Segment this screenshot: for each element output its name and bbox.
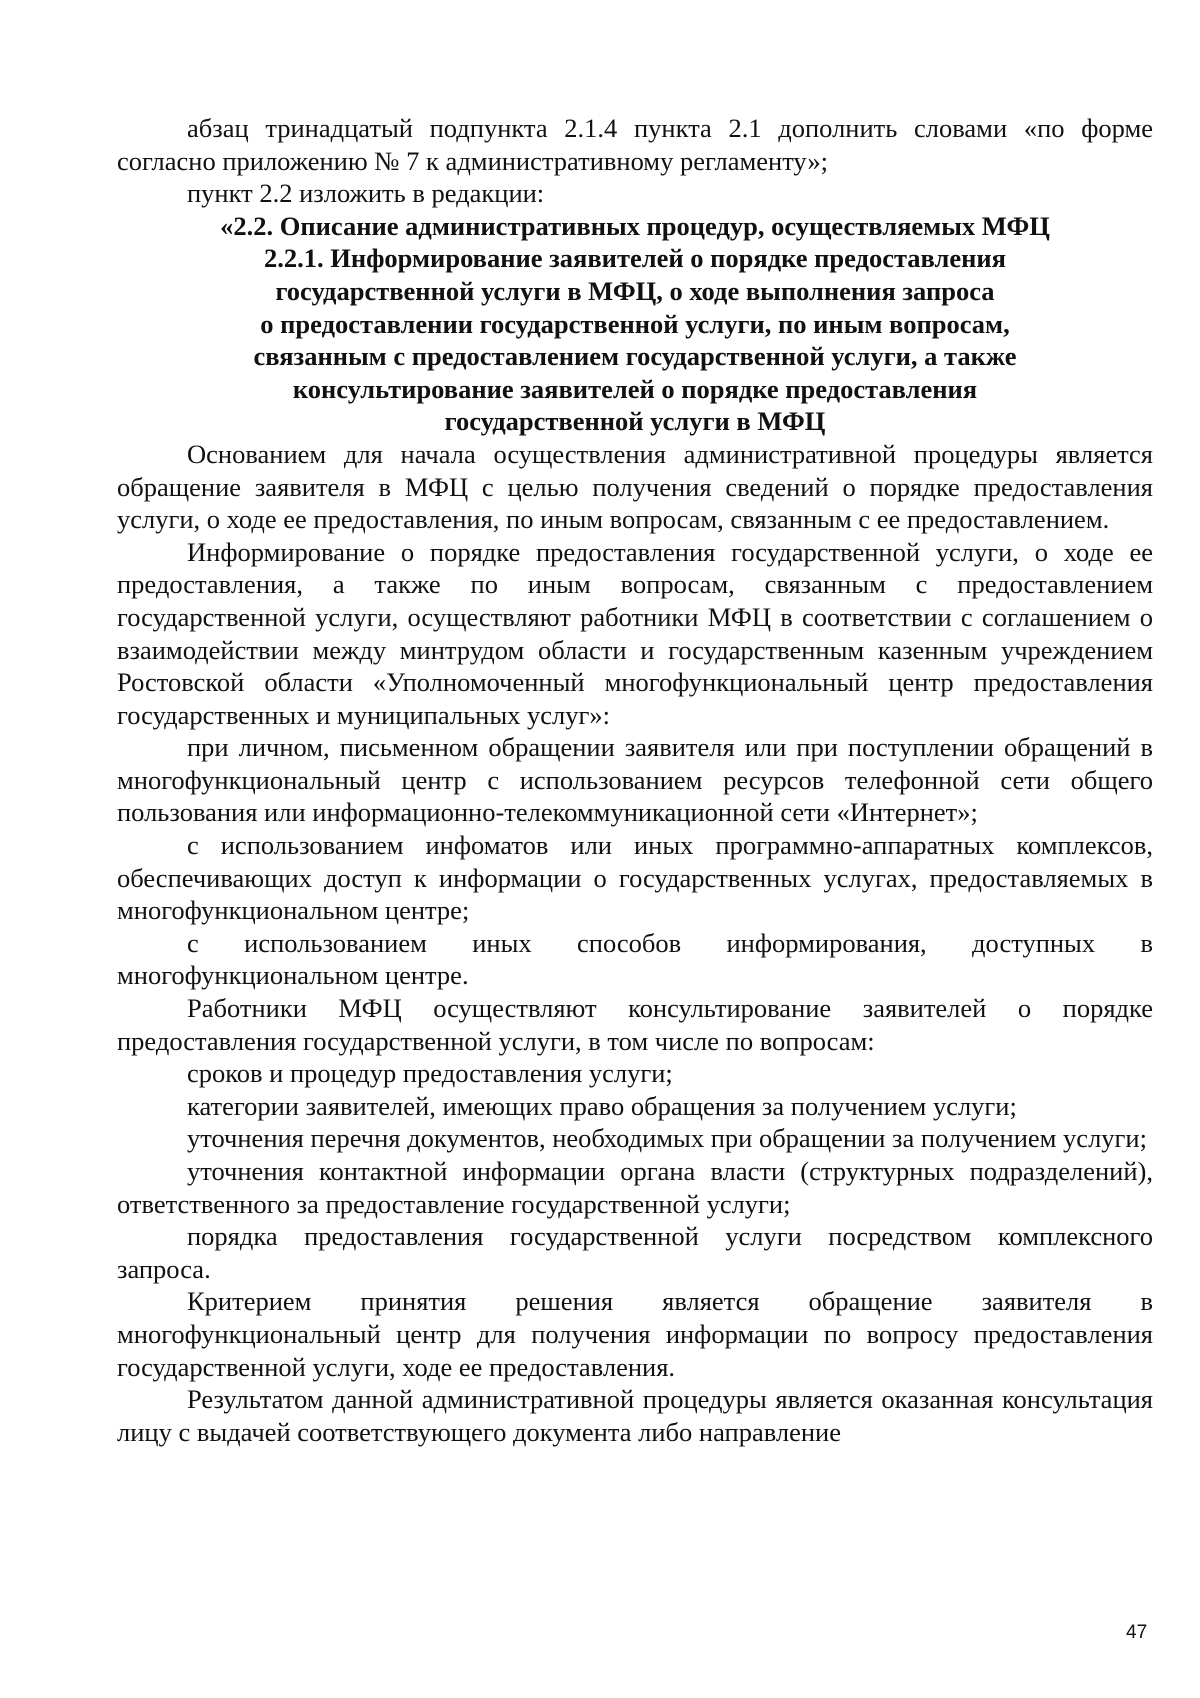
heading-line: консультирование заявителей о порядке предоставления bbox=[292, 373, 978, 404]
page-number: 47 bbox=[1126, 1622, 1148, 1643]
paragraph-informing: Информирование о порядке предоставления государственной услуги, о ходе ее предоставления, а также по иным вопросам, связанным с предоставлением государственной услуги, осуществляют работники МФЦ в соответствии с соглашением о взаимодействии между минтрудом области и государственным казенным учреждением Ростовской области «Уполномоченный многофункциональный центр предоставления государственных и муниципальных услуг»: bbox=[117, 536, 1153, 730]
paragraph-contacts: уточнения контактной информации органа власти (структурных подразделений), ответственного за предоставление государственной услуги; bbox=[117, 1156, 1153, 1219]
heading-line: о предоставлении государственной услуги, по иным вопросам, bbox=[260, 308, 1010, 339]
paragraph-criterion: Критерием принятия решения является обращение заявителя в многофункциональный центр для получения информации по вопросу предоставления государственной услуги, ходе ее предоставления. bbox=[117, 1286, 1153, 1382]
heading-line: 2.2.1. Информирование заявителей о порядке предоставления bbox=[263, 243, 1007, 274]
paragraph-amendment-2-2: пункт 2.2 изложить в редакции: bbox=[187, 178, 545, 209]
paragraph-other-methods: с использованием иных способов информирования, доступных в многофункциональном центре. bbox=[117, 927, 1153, 991]
paragraph-terms: сроков и процедур предоставления услуги; bbox=[187, 1058, 673, 1089]
paragraph-result: Результатом данной административной процедуры является оказанная консультация лицу с выдачей соответствующего документа либо направление bbox=[117, 1384, 1153, 1447]
document-page bbox=[117, 112, 1153, 1448]
heading-line: государственной услуги в МФЦ, о ходе выполнения запроса bbox=[275, 275, 995, 306]
paragraph-personal-request: при личном, письменном обращении заявителя или при поступлении обращений в многофункциональный центр с использованием ресурсов телефонной сети общего пользования или информационно-телекоммуникационной сети «Интернет»; bbox=[117, 732, 1153, 828]
paragraph-amendment-2-1-4: абзац тринадцатый подпункта 2.1.4 пункта 2.1 дополнить словами «по форме согласно приложению № 7 к административному регламенту»; bbox=[117, 113, 1153, 176]
paragraph-consulting: Работники МФЦ осуществляют консультирование заявителей о порядке предоставления государственной услуги, в том числе по вопросам: bbox=[117, 993, 1153, 1056]
paragraph-documents: уточнения перечня документов, необходимых при обращении за получением услуги; bbox=[187, 1123, 1147, 1154]
heading-line: связанным с предоставлением государственной услуги, а также bbox=[253, 341, 1017, 372]
paragraph-basis: Основанием для начала осуществления административной процедуры является обращение заявителя в МФЦ с целью получения сведений о порядке предоставления услуги, о ходе ее предоставления, по иным вопросам, связанным с ее предоставлением. bbox=[117, 438, 1153, 535]
heading-line: государственной услуги в МФЦ bbox=[444, 406, 826, 437]
heading-line: «2.2. Описание административных процедур, осуществляемых МФЦ bbox=[220, 210, 1050, 241]
section-heading bbox=[117, 210, 1153, 438]
paragraph-infomats: с использованием инфоматов или иных программно-аппаратных комплексов, обеспечивающих доступ к информации о государственных услугах, предоставляемых в многофункциональном центре; bbox=[117, 830, 1153, 926]
paragraph-categories: категории заявителей, имеющих право обращения за получением услуги; bbox=[187, 1090, 1017, 1121]
paragraph-complex-request: порядка предоставления государственной услуги посредством комплексного запроса. bbox=[117, 1221, 1153, 1284]
